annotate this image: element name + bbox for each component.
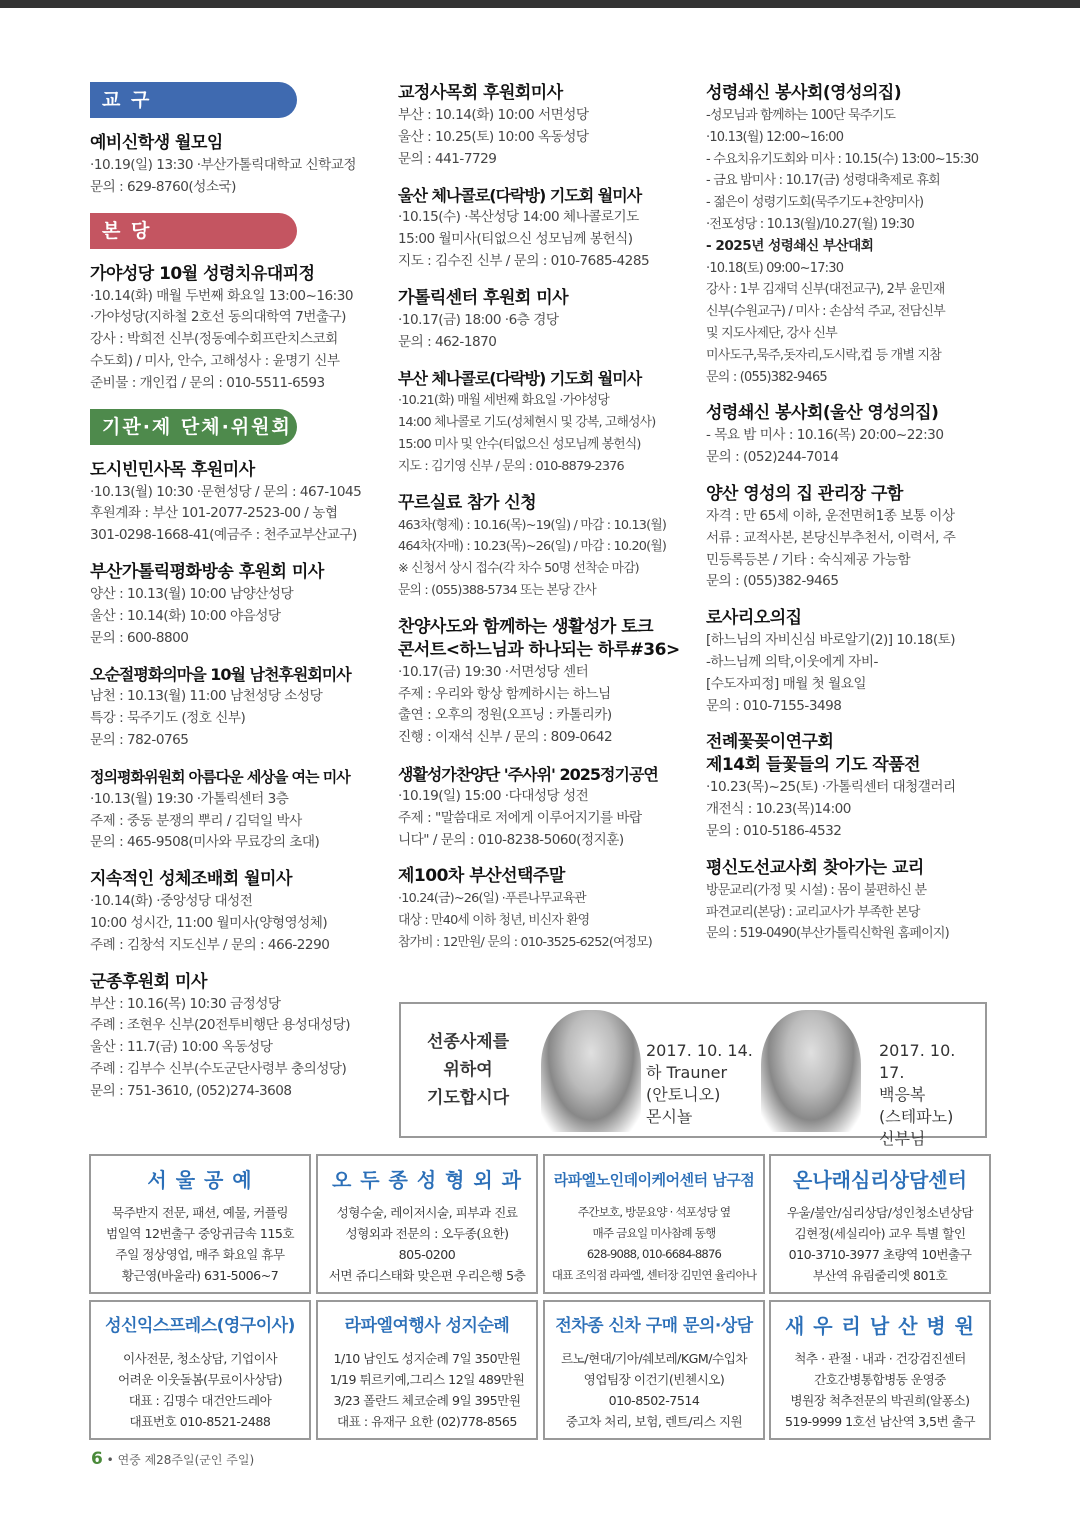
notice-title: 예비신학생 월모임 bbox=[90, 133, 223, 153]
section-header-organizations: 기관·제 단체·위원회 bbox=[90, 409, 297, 445]
notice-item bbox=[706, 483, 996, 593]
priest-caption: 2017. 10. 17. 백응복 (스테파노) 신부님 bbox=[879, 1041, 956, 1148]
page-number: 6 bbox=[91, 1449, 103, 1469]
ad-box bbox=[89, 1154, 311, 1294]
notice-title: 양산 영성의 집 관리장 구함 bbox=[706, 483, 903, 504]
notice-item bbox=[90, 868, 380, 956]
notice-title: 부산 체나콜로(다락방) 기도회 월미사 bbox=[398, 369, 642, 389]
ad-text: 르노/현대/기아/쉐보레/KGM/수입차 영업팀장 이건기(빈첸시오) 010-8502-7514 중고차 처리, 보험, 렌트/리스 지원 bbox=[560, 1351, 748, 1429]
ad-title: 오 두 종 성 형 외 과 bbox=[331, 1168, 523, 1192]
notice-title: 로사리오의집 bbox=[706, 608, 802, 629]
notice-item bbox=[90, 971, 380, 1103]
notice-body: ·10.24(금)~26(일) ·푸른나무교육관 대상 : 만40세 이하 청년, 비신자 환영 참가비 : 12만원/ 문의 : 010-3525-6252(여정모) bbox=[398, 891, 652, 950]
ad-box bbox=[543, 1154, 765, 1294]
page-footer bbox=[91, 1449, 254, 1469]
notice-item bbox=[90, 132, 380, 199]
notice-body: ·10.15(수) ·복산성당 14:00 체나콜로기도 15:00 월미사(티없으신 성모님께 봉헌식) 지도 : 김수진 신부 / 문의 : 010-7685-4285 bbox=[398, 209, 650, 269]
notice-body: 부산 : 10.14(화) 10:00 서면성당 울산 : 10.25(토) 10:00 옥동성당 문의 : 441-7729 bbox=[398, 107, 589, 167]
notice-body: 방문교리(가정 및 시설) : 몸이 불편하신 분 파견교리(본당) : 교리교사가 부족한 본당 문의 : 519-0490(부산가톨릭신학원 홈페이지) bbox=[706, 882, 949, 942]
ad-title: 서 울 공 예 bbox=[147, 1168, 253, 1192]
notice-title: 전례꽃꽂이연구회 제14회 들꽃들의 기도 작품전 bbox=[706, 732, 921, 776]
notice-body: ·10.17(금) 19:30 ·서면성당 센터 주제 : 우리와 항상 함께하시는 하느님 출연 : 오후의 정원(오프닝 : 카톨리카) 진행 : 이재석 신부 / 문의 : 809-0642 bbox=[398, 663, 613, 746]
notice-item bbox=[398, 82, 688, 170]
notice-body: ·10.18(토) 09:00~17:30 강사 : 1부 김재덕 신부(대전교구), 2부 윤민재 신부(수원교구) / 미사 : 손삼석 주교, 전담신부 및 지도사제단, 강사 신부 미사도구,묵주,돗자리,도시락,컵 등 개별 지참 문의 : (055)382-9465 bbox=[706, 260, 945, 385]
ad-box bbox=[89, 1300, 311, 1440]
notice-item bbox=[90, 766, 380, 854]
notice-title: 꾸르실료 참가 신청 bbox=[398, 492, 537, 513]
notice-item bbox=[706, 857, 996, 945]
notice-body: ·10.21(화) 매월 세번째 화요일 ·가야성당 14:00 체나콜로 기도(성체현시 및 강복, 고해성사) 15:00 미사 및 안수(티없으신 성모님께 봉헌식) 지도 : 김기영 신부 / 문의 : 010-8879-2376 bbox=[398, 393, 656, 474]
ad-text: 성형수술, 레이저시술, 피부과 진료 성형외과 전문의 : 오두종(요한) 805-0200 서면 쥬디스태화 맞은편 우리은행 5층 bbox=[328, 1205, 526, 1283]
notice-body: ·10.13(월) 19:30 ·가톨릭센터 3층 주제 : 중동 분쟁의 뿌리 / 김덕일 박사 문의 : 465-9508(미사와 무료강의 초대) bbox=[90, 790, 320, 851]
notice-item bbox=[398, 184, 688, 272]
notice-item bbox=[706, 402, 996, 469]
ad-title: 새 우 리 남 산 병 원 bbox=[784, 1314, 976, 1338]
notice-body: ·10.19(일) 13:30 ·부산가톨릭대학교 신학교정 문의 : 629-8760(성소국) bbox=[90, 157, 357, 195]
notice-item bbox=[706, 607, 996, 717]
notice-item bbox=[90, 459, 380, 547]
notice-title: 평신도선교사회 찾아가는 교리 bbox=[706, 857, 924, 878]
ad-title: 라파엘여행사 성지순례 bbox=[344, 1316, 510, 1336]
notice-title: 찬양사도와 함께하는 생활성가 토크 콘서트<하느님과 하나되는 하루#36> bbox=[398, 616, 680, 660]
notice-item bbox=[398, 492, 688, 602]
notice-body: 463차(형제) : 10.16(목)~19(일) / 마감 : 10.13(월) 464차(자매) : 10.23(목)~26(일) / 마감 : 10.20(월) ※ 신청서 상시 접수(각 차수 50명 선착순 마감) 문의 : (055)388-5734 또는 본당 간사 bbox=[398, 517, 667, 598]
ad-box bbox=[769, 1300, 991, 1440]
notice-title: 도시빈민사목 후원미사 bbox=[90, 459, 255, 480]
notice-body: ·10.23(목)~25(토) ·가톨릭센터 대청갤러리 개전식 : 10.23(목)14:00 문의 : 010-5186-4532 bbox=[706, 779, 956, 839]
ad-text: 묵주반지 전문, 패션, 예물, 커플링 범일역 12번출구 중앙귀금속 115호 주일 정상영업, 매주 화요일 휴무 황근영(바울라) 631-5006~7 bbox=[105, 1205, 295, 1283]
notice-title: 오순절평화의마을 10월 남천후원회미사 bbox=[90, 665, 351, 685]
notice-title: 가톨릭센터 후원회 미사 bbox=[398, 287, 569, 308]
notice-item bbox=[90, 561, 380, 649]
priest-photo bbox=[761, 1010, 861, 1132]
ad-box bbox=[769, 1154, 991, 1294]
footer-text: • 연중 제28주일(군인 주일) bbox=[106, 1453, 255, 1467]
notice-item bbox=[398, 616, 688, 749]
notice-body: -성모님과 함께하는 100단 묵주기도 ·10.13(월) 12:00~16:00 - 수요치유기도회와 미사 : 10.15(수) 13:00~15:30 - 금요 밤미사 : 10.17(금) 성령대축제로 휴회 - 젊은이 성령기도회(묵주기도+찬양미사) ·전포성당 : 10.13(월)/10.27(월) 19:30 bbox=[706, 108, 979, 232]
ad-title: 온나래심리상담센터 bbox=[793, 1168, 967, 1192]
notice-title: 울산 체나콜로(다락방) 기도회 월미사 bbox=[398, 186, 642, 206]
section-header-parish: 본 당 bbox=[90, 213, 297, 249]
priest-photo bbox=[541, 1010, 641, 1132]
ad-text: 우울/불안/심리상담/성인청소년상담 김현정(세실리아) 교우 특별 할인 010-3710-3977 초량역 10번출구 부산역 유림줄리엣 801호 bbox=[786, 1205, 974, 1283]
ad-title: 성신익스프레스(영구이사) bbox=[105, 1316, 295, 1336]
notice-title: 가야성당 10월 성령치유대피정 bbox=[90, 263, 315, 284]
notice-body: - 목요 밤 미사 : 10.16(목) 20:00~22:30 문의 : (052)244-7014 bbox=[706, 427, 944, 466]
notice-title: 교정사목회 후원회미사 bbox=[398, 83, 563, 103]
ad-title: 전차종 신차 구매 문의·상담 bbox=[555, 1316, 753, 1336]
ad-box bbox=[543, 1300, 765, 1440]
notice-body: ·10.19(일) 15:00 ·다대성당 성전 주제 : "말씀대로 저에게 이루어지기를 바랍 니다" / 문의 : 010-8238-5060(정지훈) bbox=[398, 787, 642, 848]
notice-item bbox=[398, 763, 688, 851]
notice-title: 제100차 부산선택주말 bbox=[398, 866, 565, 887]
memorial-box bbox=[399, 1002, 987, 1148]
notice-subtitle: - 2025년 성령쇄신 부산대회 bbox=[706, 237, 874, 254]
notice-title: 성령쇄신 봉사회(울산 영성의집) bbox=[706, 403, 939, 424]
ad-text: 척추 · 관절 · 내과 · 건강검진센터 간호간병통합병동 운영중 병원장 척추전문의 박권희(알퐁소) 519-9999 1호선 남산역 3,5번 출구 bbox=[784, 1351, 975, 1429]
notice-item bbox=[398, 287, 688, 354]
column-3 bbox=[706, 82, 996, 959]
notice-body: ·10.13(월) 10:30 ·문현성당 / 문의 : 467-1045 후원계좌 : 부산 101-2077-2523-00 / 농협 301-0298-1668-41(예금주 : 천주교부산교구) bbox=[90, 483, 362, 544]
ad-box bbox=[316, 1300, 538, 1440]
notice-body: [하느님의 자비신심 바로알기(2)] 10.18(토) -하느님께 의탁,이웃에게 자비- [수도자피정] 매월 첫 월요일 문의 : 010-7155-3498 bbox=[706, 632, 956, 714]
notice-title: 성령쇄신 봉사회(영성의집) bbox=[706, 83, 902, 103]
ad-text: 이사전문, 청소상담, 기업이사 어려운 이웃돌봄(무료이사상담) 대표 : 김명수 대건안드레아 대표번호 010-8521-2488 bbox=[118, 1351, 282, 1429]
notice-title: 군종후원회 미사 bbox=[90, 971, 207, 992]
notice-body: 양산 : 10.13(월) 10:00 남양산성당 울산 : 10.14(화) 10:00 야음성당 문의 : 600-8800 bbox=[90, 585, 294, 646]
notice-item bbox=[90, 663, 380, 751]
notice-title: 생활성가찬양단 '주사위' 2025정기공연 bbox=[398, 764, 658, 784]
notice-item bbox=[90, 263, 380, 395]
notice-body: 자격 : 만 65세 이하, 운전면허1종 보통 이상 서류 : 교적사본, 본당신부추천서, 이력서, 주 민등록등본 / 기타 : 숙식제공 가능함 문의 : (055)382-9465 bbox=[706, 507, 956, 590]
top-bar bbox=[0, 0, 1080, 8]
notice-title: 지속적인 성체조배회 월미사 bbox=[90, 869, 292, 890]
section-header-diocese: 교 구 bbox=[90, 82, 297, 118]
ad-title: 라파엘노인데이케어센터 남구점 bbox=[553, 1171, 755, 1189]
notice-body: 부산 : 10.16(목) 10:30 금정성당 주례 : 조현우 신부(20전투비행단 용성대성당) 울산 : 11.7(금) 10:00 옥동성당 주례 : 김부수 신부(수도군단사령부 충의성당) 문의 : 751-3610, (052)274-3608 bbox=[90, 995, 351, 1099]
notice-item bbox=[398, 367, 688, 477]
ad-text: 1/10 남인도 성지순례 7일 350만원 1/19 튀르키예,그리스 12일 489만원 3/23 폴란드 체코순례 9일 395만원 대표 : 유재구 요한 (02)778-8565 bbox=[329, 1351, 525, 1429]
ad-box bbox=[316, 1154, 538, 1294]
notice-item bbox=[706, 82, 996, 388]
notice-body: ·10.14(화) ·중앙성당 대성전 10:00 성시간, 11:00 월미사(양형영성체) 주례 : 김창석 지도신부 / 문의 : 466-2290 bbox=[90, 893, 330, 953]
notice-body: 남천 : 10.13(월) 11:00 남천성당 소성당 특강 : 묵주기도 (정호 신부) 문의 : 782-0765 bbox=[90, 688, 323, 748]
memorial-heading: 선종사제를 위하여 기도합시다 bbox=[426, 1032, 510, 1108]
notice-body: ·10.14(화) 매월 두번째 화요일 13:00~16:30 ·가야성당(지하철 2호선 동의대학역 7번출구) 강사 : 박희전 신부(정동예수회프란치스코회 수도회) / 미사, 안수, 고해성사 : 윤명기 신부 준비물 : 개인컵 / 문의 : 010-5511-6593 bbox=[90, 287, 354, 391]
column-2 bbox=[398, 82, 688, 968]
notice-item bbox=[398, 865, 688, 953]
notice-body: ·10.17(금) 18:00 ·6층 경당 문의 : 462-1870 bbox=[398, 311, 559, 350]
notice-item bbox=[706, 731, 996, 842]
notice-title: 정의평화위원회 아름다운 세상을 여는 미사 bbox=[90, 767, 350, 786]
priest-caption: 2017. 10. 14. 하 Trauner (안토니오) 몬시뇰 bbox=[646, 1041, 753, 1126]
ad-text: 주간보호, 방문요양 · 석포성당 옆 매주 금요일 미사참례 동행 628-9088, 010-6684-8876 대표 조익점 라파엘, 센터장 김민연 율리아나 bbox=[551, 1205, 757, 1282]
column-1 bbox=[90, 82, 380, 1117]
notice-title: 부산가톨릭평화방송 후원회 미사 bbox=[90, 561, 324, 582]
